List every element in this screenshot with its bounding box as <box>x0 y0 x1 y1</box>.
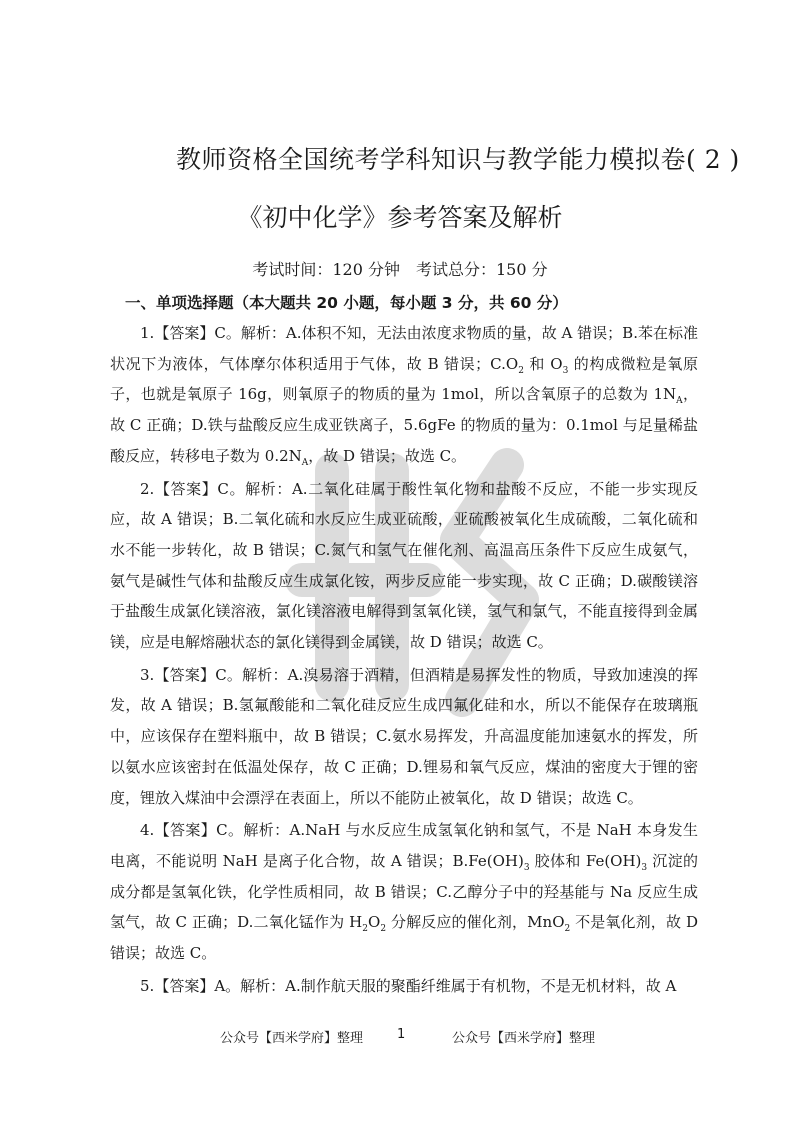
document-subtitle: 《初中化学》参考答案及解析 <box>237 203 563 232</box>
answer-item-1: 1.【答案】C。解析：A.体积不知，无法由浓度求物质的量，故 A 错误；B.苯在标准状况下为液体，气体摩尔体积适用于气体，故 B 错误；$C.O_2$ 和 $O_3$ 的构成微粒是氧原子，也就是氧原子 16g，则氧原子的物质的量为 1mol，所以含氧原子的总数为 $1N_A$，故 C 正确；D.铁与盐酸反应生成亚铁离子，5.6gFe 的物质的量为：0.1mol 与足量稀盐酸反应，转移电子数为 $0.2N_A$，故 D 错误；故选 C。 <box>110 324 699 468</box>
exam-info: 考试时间：120 分钟 考试总分：150 分 <box>252 260 548 279</box>
answer-item-3: 3.【答案】C。解析：A.溴易溶于酒精，但酒精是易挥发性的物质，导致加速溴的挥发，故 A 错误；B.氢氟酸能和二氧化硅反应生成四氟化硅和水，所以不能保存在玻璃瓶中，应该保存在塑料瓶中，故 B 错误；C.氨水易挥发，升高温度能加速氨水的挥发，所以氨水应该密封在低温处保存，故 C 正确；D.锂易和氧气反应，煤油的密度大于锂的密度，锂放入煤油中会漂浮在表面上，所以不能防止被氧化，故 D 错误；故选 C。 <box>110 665 698 807</box>
footer-left-text: 公众号【西米学府】整理 <box>220 1031 364 1046</box>
answer-list <box>110 318 698 1003</box>
document-title: 教师资格全国统考学科知识与教学能力模拟卷( 2 ) <box>176 145 740 174</box>
footer-right-text: 公众号【西米学府】整理 <box>452 1031 596 1046</box>
section-heading: 一、单项选择题（本大题共 20 小题，每小题 3 分，共 60 分） <box>125 294 568 312</box>
answer-item-5: 5.【答案】A。解析：A.制作航天服的聚酯纤维属于有机物，不是无机材料，故 A <box>140 976 677 995</box>
answer-item-2: 2.【答案】C。解析：A.二氧化硅属于酸性氧化物和盐酸不反应，不能一步实现反应，故 A 错误；B.二氧化硫和水反应生成亚硫酸，亚硫酸被氧化生成硫酸，二氧化硫和水不能一步转化，故 B 错误；C.氮气和氢气在催化剂、高温高压条件下反应生成氨气，氨气是碱性气体和盐酸反应生成氯化铵，两步反应能一步实现，故 C 正确；D.碳酸镁溶于盐酸生成氯化镁溶液，氯化镁溶液电解得到氢氧化镁，氢气和氯气，不能直接得到金属镁，应是电解熔融状态的氯化镁得到金属镁，故 D 错误；故选 C。 <box>110 479 698 652</box>
page-number: 1 <box>397 1027 406 1042</box>
answer-item-4: 4.【答案】C。解析：A.NaH 与水反应生成氢氧化钠和氢气，不是 NaH 本身发生电离，不能说明 NaH 是离子化合物，故 A 错误；$B.Fe(OH)_3$ 胶体和 $Fe(OH)_3$ 沉淀的成分都是氢氧化铁，化学性质相同，故 B 错误；C.乙醇分子中的羟基能与 Na 反应生成氢气，故 C 正确；D.二氧化锰作为 $H_2O_2$ 分解反应的催化剂，MnO$_2$ 不是氧化剂，故 D 错误；故选 C。 <box>110 821 699 963</box>
